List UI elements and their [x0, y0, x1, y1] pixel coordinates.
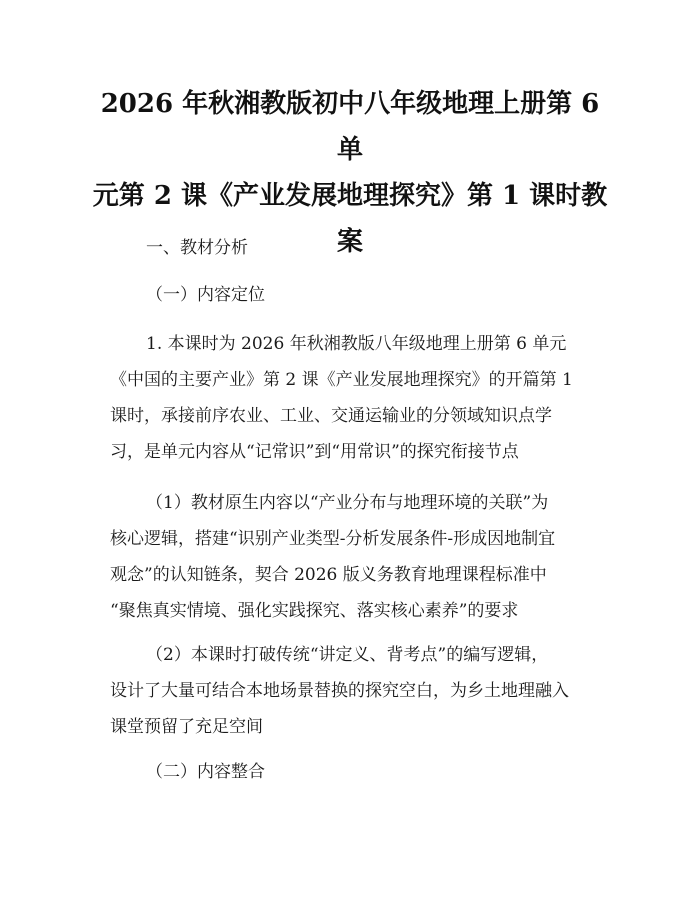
paragraph-line: 观念”的认知链条，契合 2026 版义务教育地理课程标准中 [110, 565, 547, 585]
title-line: 2026 年秋湘教版初中八年级地理上册第 6 单 [100, 89, 600, 165]
subsection-heading-content-positioning: （一）内容定位 [146, 285, 265, 305]
paragraph-line: （1）教材原生内容以“产业分布与地理环境的关联”为 [146, 493, 549, 513]
paragraph-line: 1. 本课时为 2026 年秋湘教版八年级地理上册第 6 单元 [146, 334, 567, 354]
paragraph-writing-logic [110, 637, 600, 745]
paragraph-line: 核心逻辑，搭建“识别产业类型-分析发展条件-形成因地制宜 [110, 529, 556, 549]
paragraph-material-logic [110, 485, 600, 629]
paragraph-line: 设计了大量可结合本地场景替换的探究空白，为乡土地理融入 [110, 681, 569, 701]
title-line: 案 [336, 227, 363, 257]
paragraph-line: （2）本课时打破传统“讲定义、背考点”的编写逻辑， [146, 645, 549, 665]
paragraph-line: “聚焦真实情境、强化实践探究、落实核心素养”的要求 [110, 601, 519, 621]
paragraph-line: 习，是单元内容从“记常识”到“用常识”的探究衔接节点 [110, 442, 519, 462]
paragraph-line: 《中国的主要产业》第 2 课《产业发展地理探究》的开篇第 1 [110, 370, 573, 390]
paragraph-line: 课时，承接前序农业、工业、交通运输业的分领域知识点学 [110, 406, 552, 426]
section-heading-teaching-material-analysis: 一、教材分析 [146, 238, 248, 258]
title-line: 元第 2 课《产业发展地理探究》第 1 课时教 [92, 181, 608, 211]
paragraph-course-positioning [110, 326, 600, 470]
paragraph-line: 课堂预留了充足空间 [110, 717, 263, 737]
subsection-heading-content-integration: （二）内容整合 [146, 762, 265, 782]
